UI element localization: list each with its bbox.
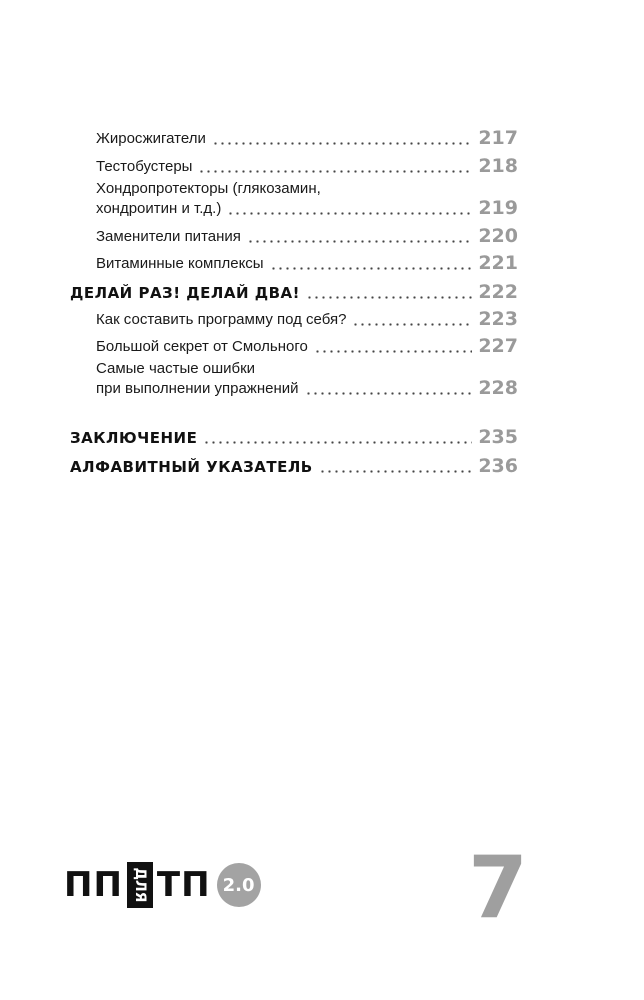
toc-entry[interactable] — [96, 309, 518, 329]
dot-leader — [306, 296, 472, 299]
toc-entry-page: 220 — [478, 225, 518, 247]
toc-entry-page: 228 — [478, 377, 518, 399]
toc-entry-title: Тестобустеры — [96, 158, 193, 175]
toc-entry-title: Витаминные комплексы — [96, 255, 264, 272]
logo-left-text: ПП — [64, 865, 123, 905]
logo-version-badge: 2.0 — [217, 863, 261, 907]
toc-chapter[interactable] — [70, 456, 518, 476]
toc-chapter-title: АЛФАВИТНЫЙ УКАЗАТЕЛЬ — [70, 458, 313, 476]
toc-entry-title: Как составить программу под себя? — [96, 311, 347, 328]
toc-entry[interactable] — [96, 378, 518, 398]
toc-entry-page: 218 — [478, 155, 518, 177]
toc-entry[interactable] — [96, 128, 518, 148]
toc-entry-page: 221 — [478, 252, 518, 274]
toc-entry-title: Заменители питания — [96, 228, 241, 245]
dot-leader — [247, 240, 472, 243]
dot-leader — [314, 350, 472, 353]
toc-entry-page: 219 — [478, 197, 518, 219]
logo-middle-block — [127, 862, 153, 908]
toc-chapter[interactable] — [70, 427, 518, 447]
toc-entry[interactable] — [96, 253, 518, 273]
dot-leader — [212, 142, 472, 145]
toc-entry-page: 223 — [478, 308, 518, 330]
dot-leader — [198, 170, 472, 173]
dot-leader — [305, 392, 473, 395]
logo-right-text: ТП — [156, 865, 211, 905]
toc-entry-title: Большой секрет от Смольного — [96, 338, 308, 355]
page-number: 7 — [468, 838, 528, 938]
dot-leader — [227, 212, 472, 215]
dot-leader — [352, 323, 472, 326]
toc-entry-title-line1: Хондропротекторы (глякозамин, — [96, 180, 321, 197]
toc-chapter-title: ЗАКЛЮЧЕНИЕ — [70, 429, 198, 447]
dot-leader — [203, 441, 472, 444]
toc-entry-title: при выполнении упражнений — [96, 380, 299, 397]
toc-entry-title: хондроитин и т.д.) — [96, 200, 222, 217]
dot-leader — [319, 470, 472, 473]
toc-chapter-title: ДЕЛАЙ РАЗ! ДЕЛАЙ ДВА! — [70, 284, 300, 302]
toc-entry-title: Жиросжигатели — [96, 130, 206, 147]
logo-middle-text: ДЛЯ — [131, 867, 148, 903]
toc-entry-page: 217 — [478, 127, 518, 149]
toc-entry[interactable] — [96, 336, 518, 356]
toc-entry-page: 236 — [478, 455, 518, 477]
toc-entry[interactable] — [96, 226, 518, 246]
toc-entry-page: 222 — [478, 281, 518, 303]
toc-entry-title-line1: Самые частые ошибки — [96, 360, 256, 377]
dot-leader — [270, 267, 472, 270]
toc-entry-page: 227 — [478, 335, 518, 357]
book-logo — [64, 862, 261, 908]
toc-chapter[interactable] — [70, 282, 518, 302]
toc-entry-page: 235 — [478, 426, 518, 448]
toc-entry[interactable] — [96, 198, 518, 218]
toc-entry[interactable] — [96, 156, 518, 176]
